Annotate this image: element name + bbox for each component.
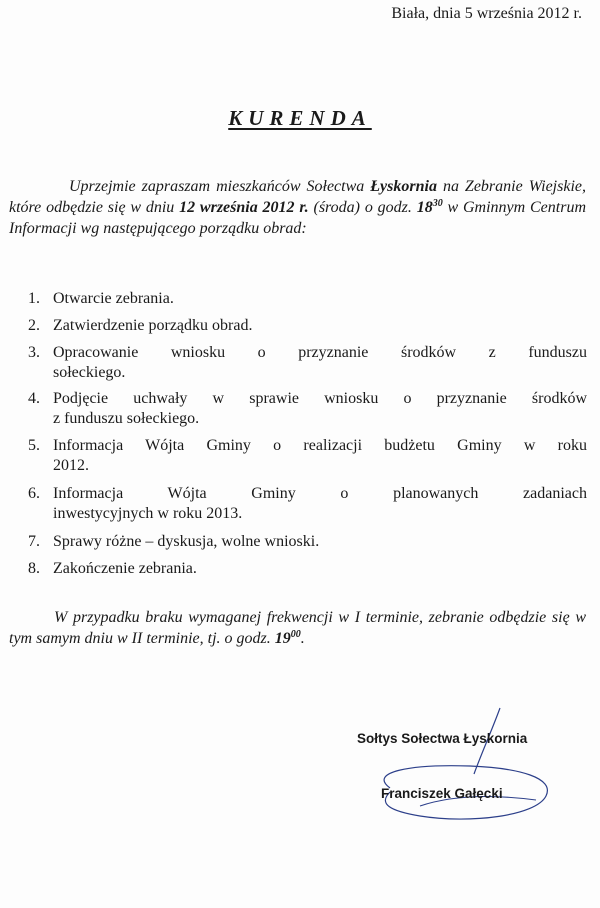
agenda-text-line2: inwestycyjnych w roku 2013.: [53, 505, 243, 522]
agenda-text-line2: 2012.: [53, 457, 89, 474]
intro-text-2: na Zebranie Wiejskie, które odbędzie się w dniu: [9, 178, 587, 216]
village-name: Łyskornia: [370, 178, 437, 195]
agenda-item: [28, 436, 587, 476]
agenda-item: [28, 559, 587, 579]
meeting-date: 12 września 2012 r.: [179, 199, 309, 216]
agenda-text: Sprawy różne – dyskusja, wolne wnioski.: [53, 533, 320, 550]
agenda-text-line1: Podjęcie uchwały w sprawie wniosku o przyznanie środków: [53, 390, 587, 407]
agenda-text: Otwarcie zebrania.: [53, 290, 174, 307]
agenda-text-line2: z funduszu sołeckiego.: [53, 410, 200, 427]
intro-text-1: Uprzejmie zapraszam mieszkańców Sołectwa: [69, 178, 371, 195]
document-title: KURENDA: [228, 106, 372, 130]
agenda-item: [28, 316, 587, 336]
meeting-hour: [417, 199, 443, 216]
meeting-hour-min: 30: [432, 198, 443, 209]
agenda-text: Zatwierdzenie porządku obrad.: [53, 317, 253, 334]
second-term-hour-min: 00: [290, 629, 301, 640]
handwritten-signature: [350, 700, 570, 840]
agenda-item: [28, 289, 587, 309]
agenda-number: 2.: [28, 317, 40, 334]
agenda-text-line1: Informacja Wójta Gminy o planowanych zadaniach: [53, 485, 587, 502]
agenda-item: [28, 343, 587, 383]
agenda-item: [28, 389, 587, 429]
place-date: Biała, dnia 5 września 2012 r.: [391, 5, 582, 22]
agenda-number: 3.: [28, 344, 40, 361]
agenda-number: 6.: [28, 485, 40, 502]
agenda-number: 1.: [28, 290, 40, 307]
agenda-text: Zakończenie zebrania.: [53, 560, 197, 577]
agenda-number: 8.: [28, 560, 40, 577]
agenda-number: 5.: [28, 437, 40, 454]
agenda-item: [28, 532, 587, 552]
quorum-end: .: [300, 630, 305, 647]
agenda-list: [28, 289, 587, 579]
intro-text-3: (środa) o godz.: [308, 199, 417, 216]
agenda-text-line2: sołeckiego.: [53, 364, 126, 381]
agenda-text-line1: Informacja Wójta Gminy o realizacji budżetu Gminy w roku: [53, 437, 587, 454]
agenda-item: [28, 484, 587, 524]
agenda-text-line1: Opracowanie wniosku o przyznanie środków z funduszu: [53, 344, 587, 361]
quorum-notice: [9, 607, 586, 649]
signatory-name: Franciszek Gałęcki: [381, 786, 503, 801]
agenda-number: 7.: [28, 533, 40, 550]
agenda-number: 4.: [28, 390, 40, 407]
quorum-text: W przypadku braku wymaganej frekwencji w I terminie, zebranie odbędzie się w tym samym dniu w II terminie, tj. o godz.: [9, 609, 586, 647]
invitation-paragraph: [9, 176, 586, 239]
intro-text-4: w Gminnym Centrum Informacji wg następującego porządku obrad:: [9, 199, 587, 237]
second-term-hour-h: 19: [274, 630, 291, 647]
signatory-role: Sołtys Sołectwa Łyskornia: [357, 731, 528, 746]
meeting-hour-h: 18: [416, 199, 433, 216]
second-term-hour: [275, 630, 301, 647]
